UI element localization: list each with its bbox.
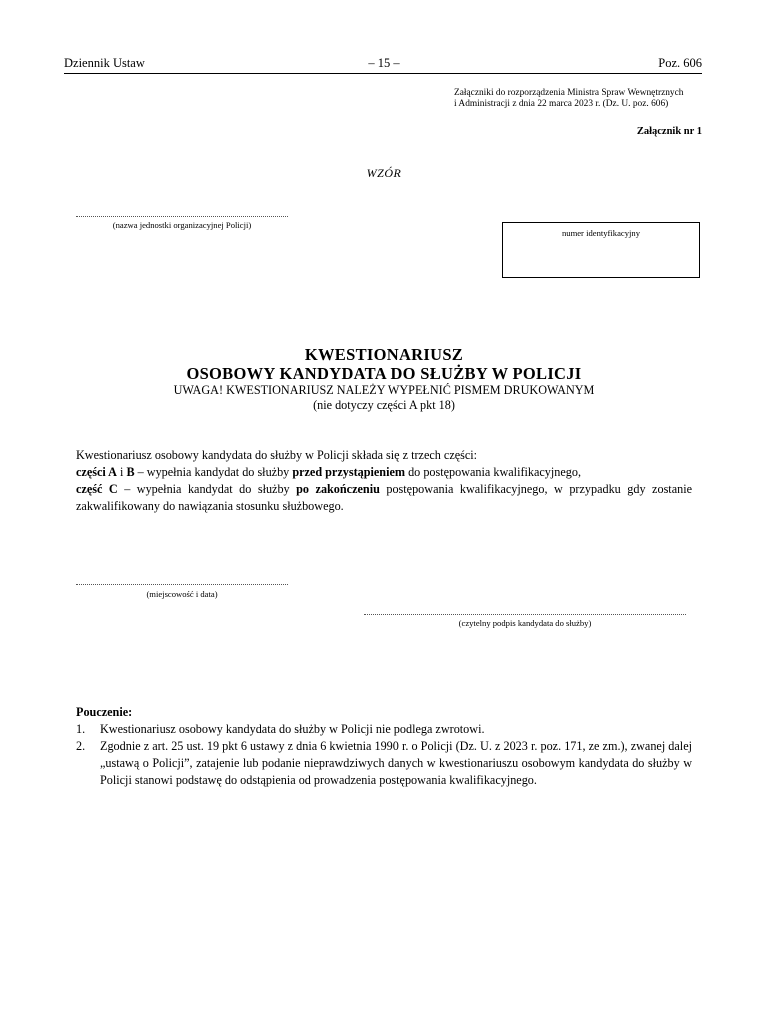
list-item xyxy=(76,721,692,738)
intro-before-label: przed przystąpieniem xyxy=(292,465,406,479)
unit-name-field[interactable] xyxy=(76,216,288,217)
intro-parts-a-label: części A xyxy=(76,465,117,479)
page-number: – 15 – xyxy=(368,56,400,70)
annex-note-line-1: Załączniki do rozporządzenia Ministra Spraw Wewnętrznych xyxy=(454,88,684,98)
intro-ab-text-1: – wypełnia kandydat do służby xyxy=(134,465,293,479)
id-number-label: numer identyfikacyjny xyxy=(561,228,641,238)
fill-warning: UWAGA! KWESTIONARIUSZ NALEŻY WYPEŁNIĆ PISMEM DRUKOWANYM xyxy=(173,383,595,397)
instructions-list xyxy=(76,721,692,789)
intro-text xyxy=(76,447,692,515)
list-item-text: Kwestionariusz osobowy kandydata do służby w Policji nie podlega zwrotowi. xyxy=(100,722,485,736)
list-item-number: 2. xyxy=(76,739,86,753)
position-number: Poz. 606 xyxy=(658,56,702,70)
fill-warning-note: (nie dotyczy części A pkt 18) xyxy=(313,398,455,412)
template-watermark: WZÓR xyxy=(366,166,402,180)
form-title-line-1: KWESTIONARIUSZ xyxy=(304,345,464,364)
annex-note-line-2: i Administracji z dnia 22 marca 2023 r. (Dz. U. poz. 606) xyxy=(454,99,669,109)
intro-ab-text-2: do postępowania kwalifikacyjnego, xyxy=(405,465,582,479)
signature-field[interactable] xyxy=(364,614,686,615)
form-title-line-2: OSOBOWY KANDYDATA DO SŁUŻBY W POLICJI xyxy=(186,364,582,383)
signature-caption: (czytelny podpis kandydata do służby) xyxy=(458,618,592,628)
intro-part-c-label: część C xyxy=(76,482,118,496)
place-date-caption: (miejscowość i data) xyxy=(146,589,218,599)
intro-line-1: Kwestionariusz osobowy kandydata do służby w Policji składa się z trzech części: xyxy=(76,448,478,462)
instructions-title: Pouczenie: xyxy=(76,705,133,719)
unit-name-caption: (nazwa jednostki organizacyjnej Policji) xyxy=(112,220,252,230)
header-rule xyxy=(64,73,702,74)
intro-c-text-1: – wypełnia kandydat do służby xyxy=(117,482,297,496)
intro-and: i xyxy=(116,465,127,479)
intro-after-label: po zakończeniu xyxy=(296,482,380,496)
place-date-field[interactable] xyxy=(76,584,288,585)
list-item-text: Zgodnie z art. 25 ust. 19 pkt 6 ustawy z dnia 6 kwietnia 1990 r. o Policji (Dz. U. z 2023 r. poz. 171, ze zm.), zwanej dalej „ustawą o Policji”, zatajenie lub podanie nieprawdziwych danych w kwestionariuszu osobowym kandydata do służby w Policji stanowi podstawę do odstąpienia od prowadzenia postępowania kwalifikacyjnego. xyxy=(100,739,692,787)
list-item xyxy=(76,738,692,789)
annex-label: Załącznik nr 1 xyxy=(636,126,702,137)
id-number-box[interactable] xyxy=(502,222,700,278)
journal-name: Dziennik Ustaw xyxy=(64,56,145,70)
list-item-number: 1. xyxy=(76,722,86,736)
intro-part-c xyxy=(76,481,692,515)
intro-c-text-2: postępowania kwalifikacyjnego, w przypadku gdy zostanie zakwalifikowany do nawiązania stosunku służbowego. xyxy=(76,482,692,513)
intro-part-b-label: B xyxy=(126,465,135,479)
intro-parts-ab xyxy=(76,464,692,481)
annex-note xyxy=(454,88,734,110)
